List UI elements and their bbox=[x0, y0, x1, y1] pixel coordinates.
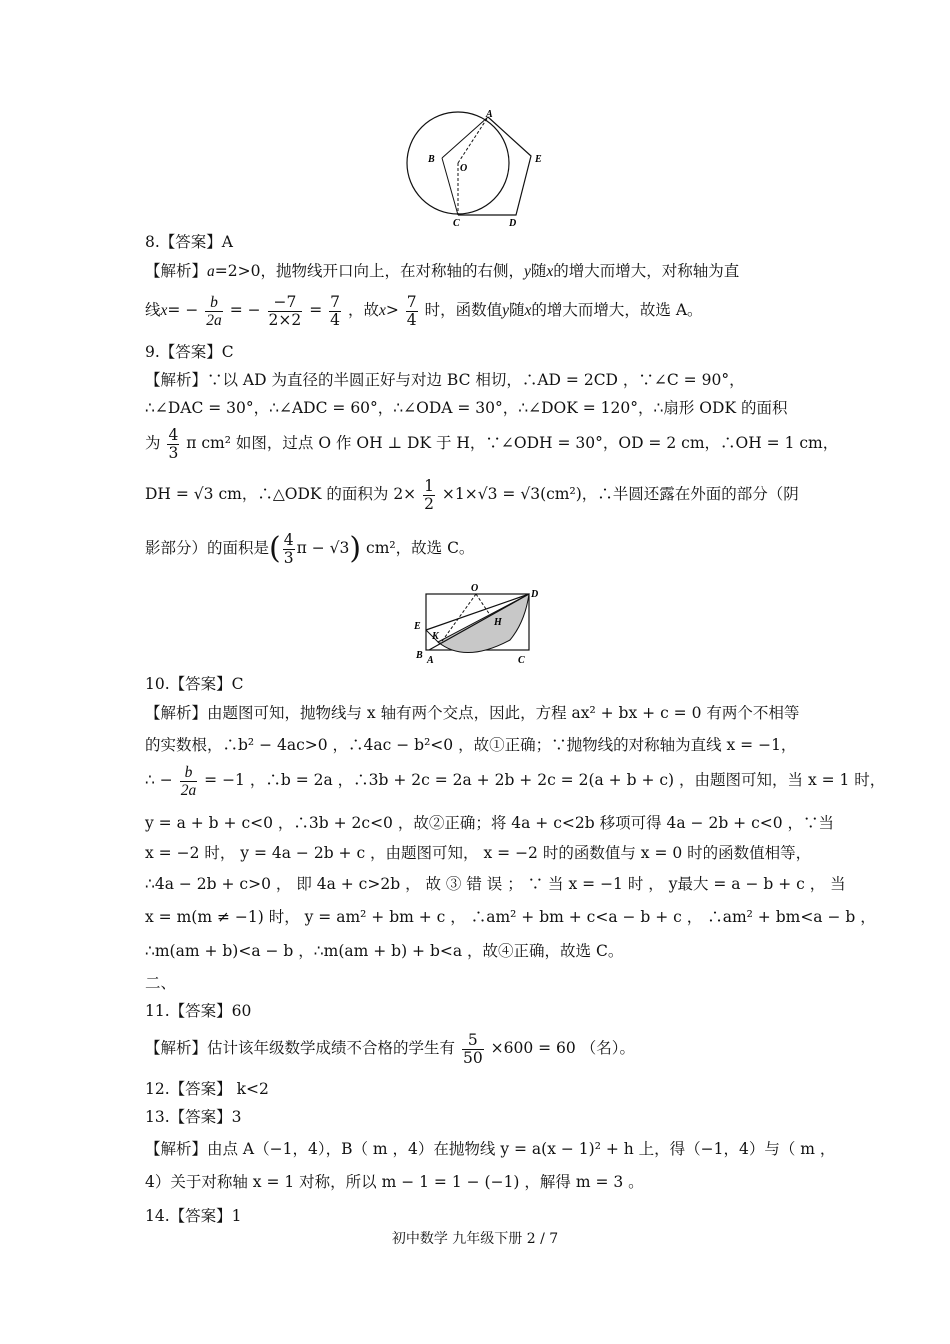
var-x: x bbox=[160, 302, 168, 319]
numerator: 7 bbox=[406, 292, 417, 311]
label-c: C bbox=[518, 655, 525, 666]
fraction bbox=[283, 532, 295, 567]
q12-answer: 12.【答案】 k<2 bbox=[145, 1080, 269, 1098]
q10-analysis-line3 bbox=[145, 762, 885, 799]
numerator: 4 bbox=[168, 425, 179, 444]
label-o: O bbox=[471, 583, 479, 594]
q13-analysis-line1: 【解析】由点 A（−1，4），B（ m ，4）在抛物线 y = a(x − 1)² + h 上，得（−1，4）与（ m ， bbox=[145, 1140, 836, 1158]
label-h: H bbox=[494, 617, 502, 628]
q10-analysis-line5: x = −2 时， y = 4a − 2b + c ，由题图可知， x = −2 时的函数值与 x = 0 时的函数值相等， bbox=[145, 844, 812, 862]
denominator: 2a bbox=[180, 781, 197, 799]
q10-analysis-line1: 【解析】由题图可知，抛物线与 x 轴有两个交点，因此，方程 ax² + bx + c = 0 有两个不相等 bbox=[145, 704, 800, 722]
q9-analysis-line3 bbox=[145, 425, 838, 462]
text: 【解析】估计该年级数学成绩不合格的学生有 bbox=[145, 1039, 456, 1057]
denominator: 50 bbox=[462, 1048, 483, 1067]
text: > bbox=[385, 301, 399, 319]
text: 的增大而增大，故选 A。 bbox=[531, 301, 703, 319]
q10-analysis-line8: ∴m(am + b)<a − b ，∴m(am + b) + b<a ，故④正确，故选 C。 bbox=[145, 942, 624, 960]
label-d: D bbox=[509, 218, 517, 229]
q10-analysis-line4: y = a + b + c<0 ，∴3b + 2c<0 ，故②正确；将 4a + c<2b 移项可得 4a − 2b + c<0 ，∵当 bbox=[145, 814, 835, 832]
paren-left: ( bbox=[269, 531, 281, 566]
text: = − bbox=[229, 301, 261, 319]
label-o: O bbox=[460, 163, 468, 174]
text: 随 bbox=[530, 262, 547, 280]
q10-analysis-line6: ∴4a − 2b + c>0 ， 即 4a + c>2b ， 故 ③ 错 误 ； ∵ 当 x = −1 时 ， y最大 = a − b + c ， 当 bbox=[145, 875, 846, 893]
text: 为 bbox=[145, 434, 161, 452]
q9-analysis-line1: 【解析】∵以 AD 为直径的半圆正好与对边 BC 相切，∴AD = 2CD ，∵∠C = 90°， bbox=[145, 371, 745, 389]
pentagon-outline bbox=[458, 117, 531, 215]
denominator: 2×2 bbox=[268, 310, 302, 329]
q13-answer: 13.【答案】3 bbox=[145, 1108, 242, 1126]
q10-answer: 10.【答案】C bbox=[145, 675, 244, 693]
text: =2>0，抛物线开口向上，在对称轴的右侧， bbox=[214, 262, 524, 280]
numerator: 5 bbox=[462, 1032, 484, 1050]
fraction bbox=[329, 294, 341, 329]
q9-answer: 9.【答案】C bbox=[145, 343, 234, 361]
page-footer: 初中数学 九年级下册 2 / 7 bbox=[391, 1231, 559, 1247]
label-c: C bbox=[453, 218, 460, 229]
denominator: 2a bbox=[206, 311, 222, 329]
var-x: x bbox=[546, 263, 554, 280]
denominator: 3 bbox=[168, 443, 179, 462]
q8-answer: 8.【答案】A bbox=[145, 233, 233, 251]
q8-analysis-line1 bbox=[145, 261, 739, 282]
text: cm²，故选 C。 bbox=[366, 539, 475, 557]
var-y: y bbox=[523, 263, 531, 280]
fraction bbox=[406, 294, 418, 329]
fraction bbox=[180, 764, 198, 799]
numerator: 1 bbox=[424, 476, 434, 495]
numerator: 4 bbox=[283, 530, 294, 549]
segment-bc bbox=[442, 158, 458, 215]
text: 的增大而增大，对称轴为直 bbox=[553, 262, 740, 280]
var-x: x bbox=[524, 302, 532, 319]
numerator: b bbox=[180, 764, 198, 782]
text: = −1 ，∴b = 2a ，∴3b + 2c = 2a + 2b + 2c = 2(a + b + c) ，由题图可知，当 x = 1 时， bbox=[204, 771, 886, 789]
var-x: x bbox=[378, 302, 386, 319]
text: 线 bbox=[145, 301, 161, 319]
fraction bbox=[462, 1032, 484, 1067]
fraction bbox=[205, 294, 223, 329]
text: ×600 = 60 （名）。 bbox=[490, 1039, 635, 1057]
q9-analysis-line5 bbox=[145, 530, 474, 567]
numerator: 7 bbox=[330, 292, 340, 311]
text: ∴ − bbox=[145, 771, 173, 789]
label-e: E bbox=[535, 154, 542, 165]
q11-analysis bbox=[145, 1030, 635, 1067]
label-k: K bbox=[432, 631, 439, 642]
var-y: y bbox=[502, 302, 509, 319]
denominator: 3 bbox=[283, 548, 294, 567]
q9-analysis-line2: ∴∠DAC = 30°，∴∠ADC = 60°，∴∠ODA = 30°，∴∠DOK = 120°，∴扇形 ODK 的面积 bbox=[145, 399, 788, 417]
fraction bbox=[268, 294, 303, 329]
label-a: A bbox=[486, 109, 493, 120]
text: 随 bbox=[509, 301, 525, 319]
q13-analysis-line2: 4）关于对称轴 x = 1 对称，所以 m − 1 = 1 − (−1) ，解得 m = 3 。 bbox=[145, 1173, 644, 1191]
q11-answer: 11.【答案】60 bbox=[145, 1002, 252, 1020]
text: = − bbox=[167, 301, 199, 319]
text: = bbox=[309, 301, 323, 319]
figure-rectangle-semicircle bbox=[410, 582, 545, 667]
analysis-tag: 【解析】 bbox=[145, 262, 208, 280]
fraction bbox=[167, 427, 179, 462]
var-a: a bbox=[207, 263, 215, 280]
text: DH = √3 cm，∴△ODK 的面积为 2× bbox=[145, 485, 417, 503]
denominator: 2 bbox=[424, 494, 434, 513]
segment-ab bbox=[442, 117, 488, 158]
q9-analysis-line4 bbox=[145, 476, 799, 513]
paren-right: ) bbox=[349, 531, 362, 566]
denominator: 4 bbox=[330, 310, 340, 329]
section-heading: 二、 bbox=[145, 974, 177, 992]
label-d: D bbox=[531, 589, 539, 600]
label-b: B bbox=[428, 154, 435, 165]
denominator: 4 bbox=[406, 310, 417, 329]
text: 时，函数值 bbox=[424, 301, 503, 319]
label-b: B bbox=[416, 650, 423, 661]
fraction bbox=[423, 478, 435, 513]
text: π − √3 bbox=[296, 539, 350, 557]
q10-analysis-line7: x = m(m ≠ −1) 时， y = am² + bm + c ， ∴am² + bm + c<a − b + c ， ∴am² + bm<a − b ， bbox=[145, 908, 876, 926]
numerator: b bbox=[205, 294, 223, 312]
shaded-region bbox=[438, 594, 529, 653]
numerator: −7 bbox=[268, 294, 303, 312]
q14-answer: 14.【答案】1 bbox=[145, 1207, 242, 1225]
text: π cm² 如图，过点 O 作 OH ⊥ DK 于 H，∵∠ODH = 30°，OD = 2 cm，∴OH = 1 cm， bbox=[186, 434, 839, 452]
text: ，故 bbox=[347, 301, 379, 319]
label-e: E bbox=[414, 621, 421, 632]
figure-circle-pentagon bbox=[400, 108, 560, 230]
q8-analysis-line2 bbox=[145, 292, 703, 329]
text: ×1×√3 = √3(cm²)，∴半圆还露在外面的部分（阴 bbox=[441, 485, 799, 503]
label-a: A bbox=[427, 655, 434, 666]
text: 影部分）的面积是 bbox=[145, 539, 270, 557]
q10-analysis-line2: 的实数根，∴b² − 4ac>0 ，∴4ac − b²<0 ，故①正确；∵抛物线的对称轴为直线 x = −1， bbox=[145, 736, 797, 754]
